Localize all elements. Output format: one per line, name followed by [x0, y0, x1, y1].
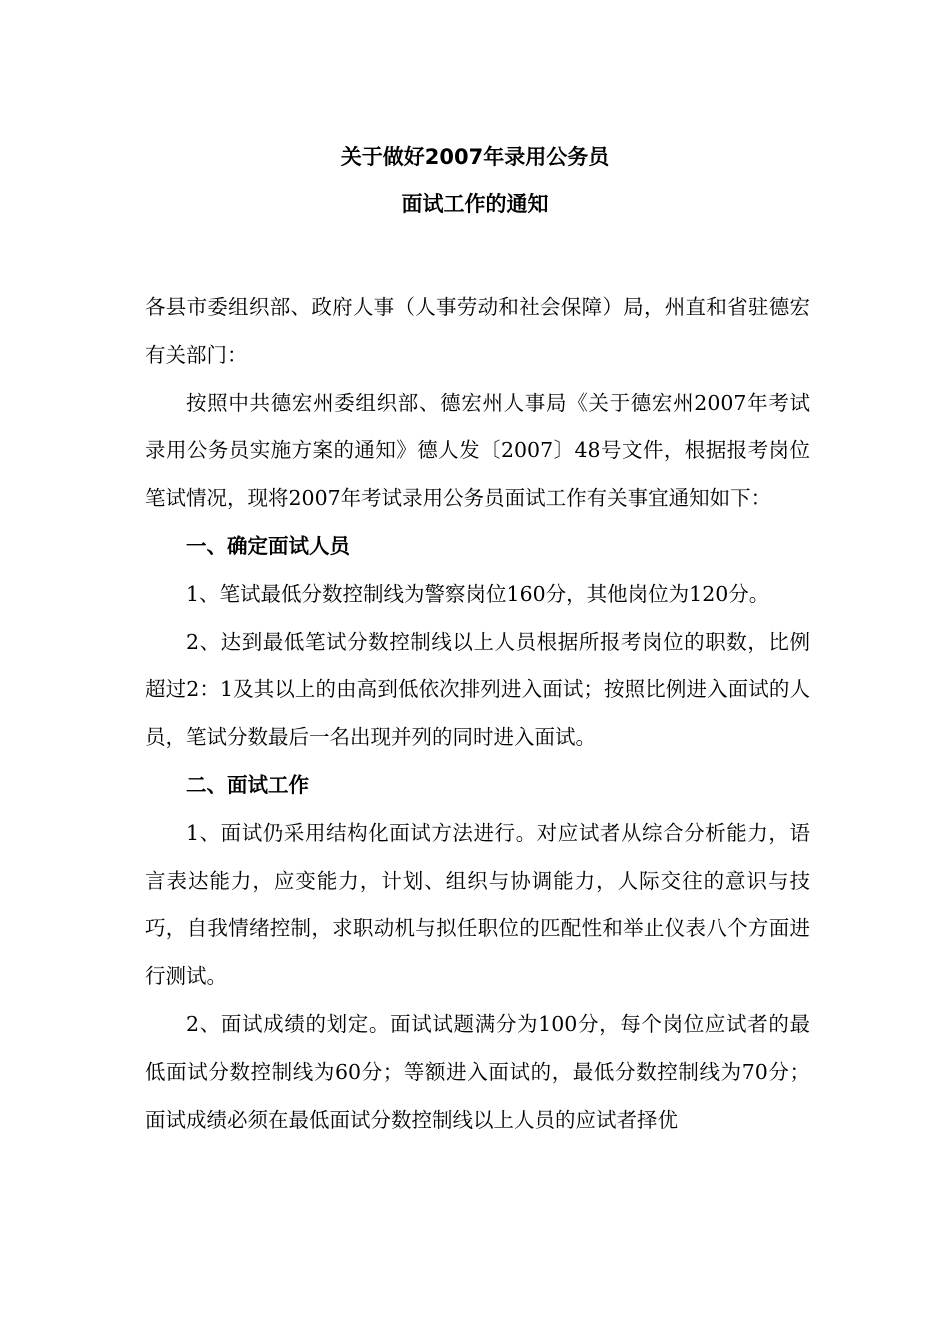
section-1-heading: 一、确定面试人员: [186, 533, 350, 558]
intro-paragraph: 按照中共德宏州委组织部、德宏州人事局《关于德宏州2007年考试录用公务员实施方案的通知》德人发〔2007〕48号文件，根据报考岗位笔试情况，现将2007年考试录用公务员面试工作有关事宜通知如下：: [145, 390, 810, 511]
addressee-paragraph: 各县市委组织部、政府人事（人事劳动和社会保障）局，州直和省驻德宏有关部门：: [145, 295, 810, 367]
section-1-item-2: 2、达到最低笔试分数控制线以上人员根据所报考岗位的职数，比例超过2：1及其以上的由高到低依次排列进入面试；按照比例进入面试的人员，笔试分数最后一名出现并列的同时进入面试。: [145, 629, 810, 750]
section-1-item-1: 1、笔试最低分数控制线为警察岗位160分，其他岗位为120分。: [186, 581, 770, 606]
section-2-item-2: 2、面试成绩的划定。面试试题满分为100分，每个岗位应试者的最低面试分数控制线为60分；等额进入面试的，最低分数控制线为70分；面试成绩必须在最低面试分数控制线以上人员的应试者择优: [145, 1011, 810, 1132]
document-body: [145, 284, 810, 1144]
document-title-line-1: 关于做好2007年录用公务员: [340, 145, 610, 169]
document-title-line-2: 面试工作的通知: [401, 192, 549, 216]
section-2-item-1: 1、面试仍采用结构化面试方法进行。对应试者从综合分析能力，语言表达能力，应变能力，计划、组织与协调能力，人际交往的意识与技巧，自我情绪控制，求职动机与拟任职位的匹配性和举止仪表八个方面进行测试。: [145, 820, 810, 989]
section-2-heading: 二、面试工作: [186, 772, 309, 797]
